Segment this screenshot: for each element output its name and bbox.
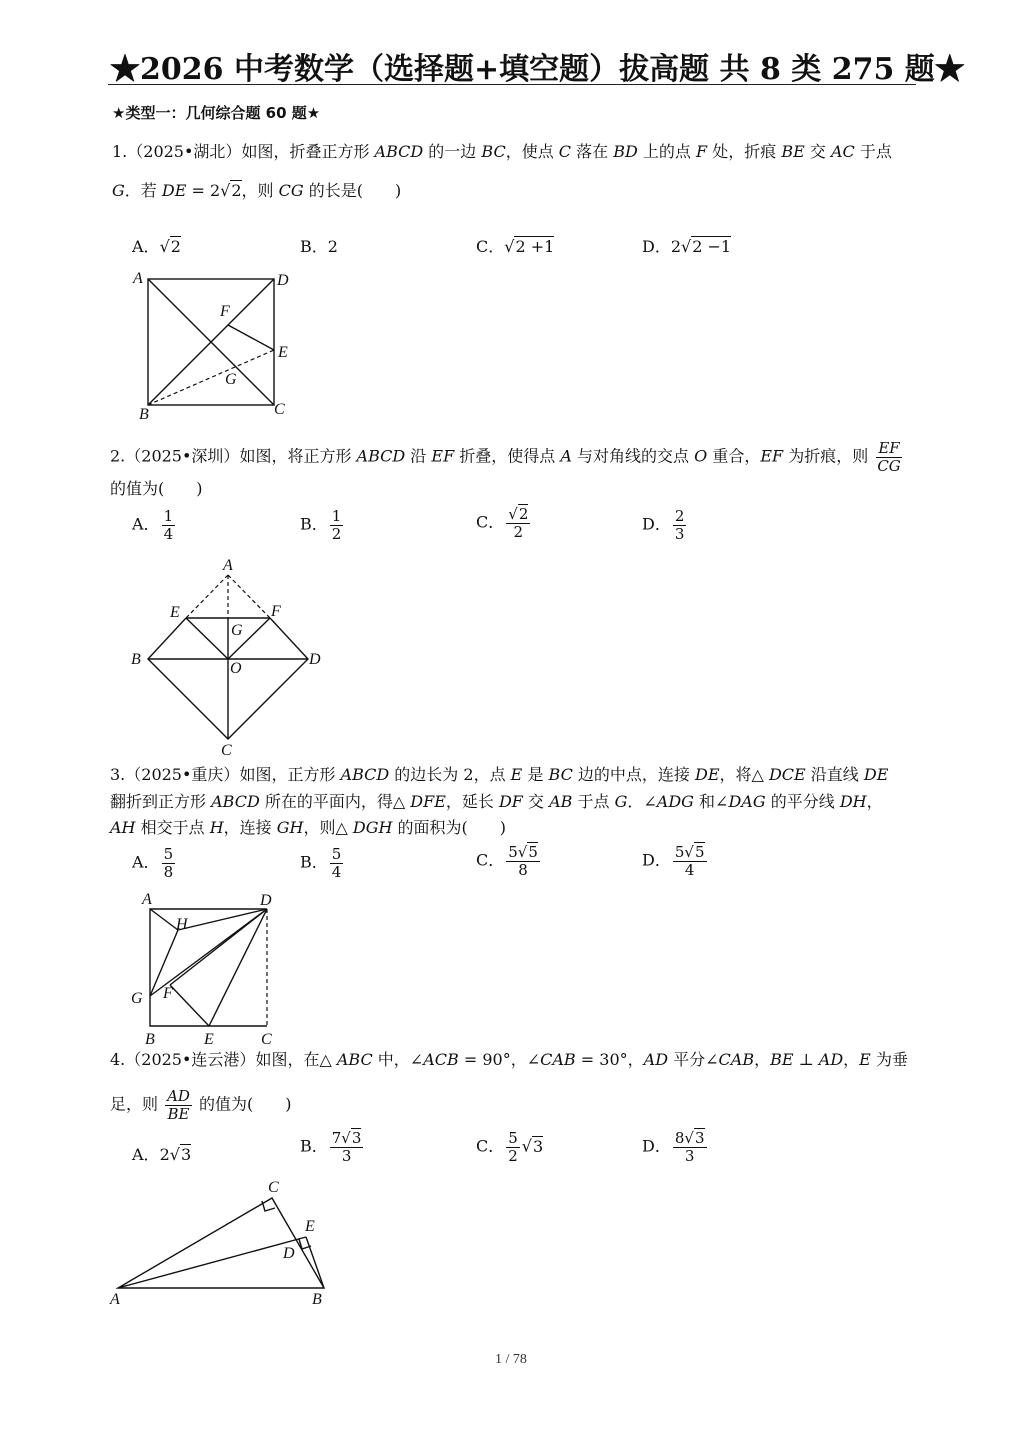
fig1-label-d: D	[277, 272, 289, 289]
fig4-label-b: B	[312, 1291, 322, 1308]
fig2-label-b: B	[131, 651, 141, 668]
fig3-label-d: D	[260, 892, 272, 909]
question-4-option-a[interactable]: A．2√3	[132, 1145, 192, 1164]
fig3-label-a: A	[142, 891, 152, 908]
title-divider	[108, 84, 916, 85]
question-3-line-2: 翻折到正方形 ABCD 所在的平面内，得△ DFE，延长 DF 交 AB 于点 G．∠ADG 和∠DAG 的平分线 DH，	[110, 792, 883, 811]
question-1-option-d[interactable]: D．2√2 −1	[642, 237, 732, 256]
question-4-number: 4.	[110, 1050, 126, 1069]
fig1-label-e: E	[278, 344, 288, 361]
fig1-label-b: B	[139, 406, 149, 423]
question-1-figure	[128, 264, 308, 424]
question-2-source: （2025•深圳）	[125, 446, 240, 466]
page-number: 1 / 78	[495, 1352, 527, 1367]
question-4-source: （2025•连云港）	[125, 1050, 256, 1069]
question-4-line-2: 足，则 $\frac{AD}{BE}$ 的值为( )	[110, 1087, 292, 1123]
fig1-label-a: A	[133, 270, 143, 287]
fig4-label-c: C	[268, 1179, 279, 1196]
question-1-line-1: 1.（2025•湖北）如图，折叠正方形 ABCD 的一边 BC，使点 C 落在 BD 上的点 F 处，折痕 BE 交 AC 于点	[112, 142, 892, 161]
fig1-label-c: C	[274, 401, 285, 418]
question-3-option-d[interactable]: D． $\frac{5√5}{4}$	[642, 843, 705, 879]
fig3-label-b: B	[145, 1031, 155, 1048]
question-3-option-b[interactable]: B． $\frac{5}{4}$	[300, 845, 342, 881]
question-1-line-2: G．若 DE = 2√2，则 CG 的长是( )	[112, 181, 402, 200]
fig3-label-f: F	[163, 985, 173, 1002]
fig3-label-e: E	[204, 1031, 214, 1048]
fig2-label-o: O	[230, 660, 242, 677]
question-4-option-d[interactable]: D． $\frac{8√3}{3}$	[642, 1129, 705, 1165]
question-1-source: （2025•湖北）	[127, 142, 242, 161]
question-2-number: 2.	[110, 446, 126, 466]
question-3-figure	[126, 888, 286, 1050]
fig1-label-f: F	[220, 303, 230, 320]
fig1-label-g: G	[225, 371, 237, 388]
question-4-option-c[interactable]: C． $\frac{5}{2}$ √3	[476, 1129, 544, 1165]
question-2-option-d[interactable]: D． $\frac{2}{3}$	[642, 507, 685, 543]
question-3-option-a[interactable]: A． $\frac{5}{8}$	[132, 845, 174, 881]
fig2-label-d: D	[309, 651, 321, 668]
fig2-label-e: E	[170, 604, 180, 621]
question-3-source: （2025•重庆）	[125, 765, 240, 784]
fig2-label-c: C	[221, 742, 232, 759]
question-4-line-1: 4.（2025•连云港）如图，在△ ABC 中，∠ACB = 90°，∠CAB = 30°，AD 平分∠CAB，BE ⊥ AD，E 为垂	[110, 1050, 908, 1069]
question-2-line-1: 2.（2025•深圳）如图，将正方形 ABCD 沿 EF 折叠，使得点 A 与对角线的交点 O 重合，EF 为折痕，则 $\frac{EF}{CG}$	[110, 439, 901, 475]
question-2-figure	[126, 555, 326, 765]
fig3-label-g: G	[131, 990, 143, 1007]
question-4-figure	[104, 1176, 340, 1310]
question-1-number: 1.	[112, 142, 128, 161]
question-2-line-2: 的值为( )	[110, 479, 203, 498]
question-1-option-b[interactable]: B．2	[300, 237, 338, 256]
question-2-option-a[interactable]: A． $\frac{1}{4}$	[132, 507, 174, 543]
fig3-label-c: C	[261, 1031, 272, 1048]
question-3-line-3: AH 相交于点 H，连接 GH，则△ DGH 的面积为( )	[110, 818, 507, 837]
fig4-label-a: A	[110, 1291, 120, 1308]
fig4-label-d: D	[283, 1245, 295, 1262]
fig4-label-e: E	[305, 1218, 315, 1235]
question-1-option-c[interactable]: C．√2 +1	[476, 237, 555, 256]
page-title: ★2026 中考数学（选择题+填空题）拔高题 共 8 类 275 题★	[110, 52, 965, 87]
fig2-label-f: F	[271, 603, 281, 620]
question-3-line-1: 3.（2025•重庆）如图，正方形 ABCD 的边长为 2，点 E 是 BC 边的中点，连接 DE，将△ DCE 沿直线 DE	[110, 765, 889, 784]
question-2-option-c[interactable]: C． $\frac{√2}{2}$	[476, 505, 529, 541]
section-heading: ★类型一：几何综合题 60 题★	[112, 104, 321, 122]
question-4-option-b[interactable]: B． $\frac{7√3}{3}$	[300, 1129, 362, 1165]
question-3-option-c[interactable]: C． $\frac{5√5}{8}$	[476, 843, 538, 879]
question-2-option-b[interactable]: B． $\frac{1}{2}$	[300, 507, 342, 543]
fig2-label-g: G	[231, 622, 243, 639]
fig2-label-a: A	[223, 557, 233, 574]
fig3-label-h: H	[176, 916, 188, 933]
question-1-option-a[interactable]: A．√2	[132, 237, 181, 256]
question-3-number: 3.	[110, 765, 126, 784]
